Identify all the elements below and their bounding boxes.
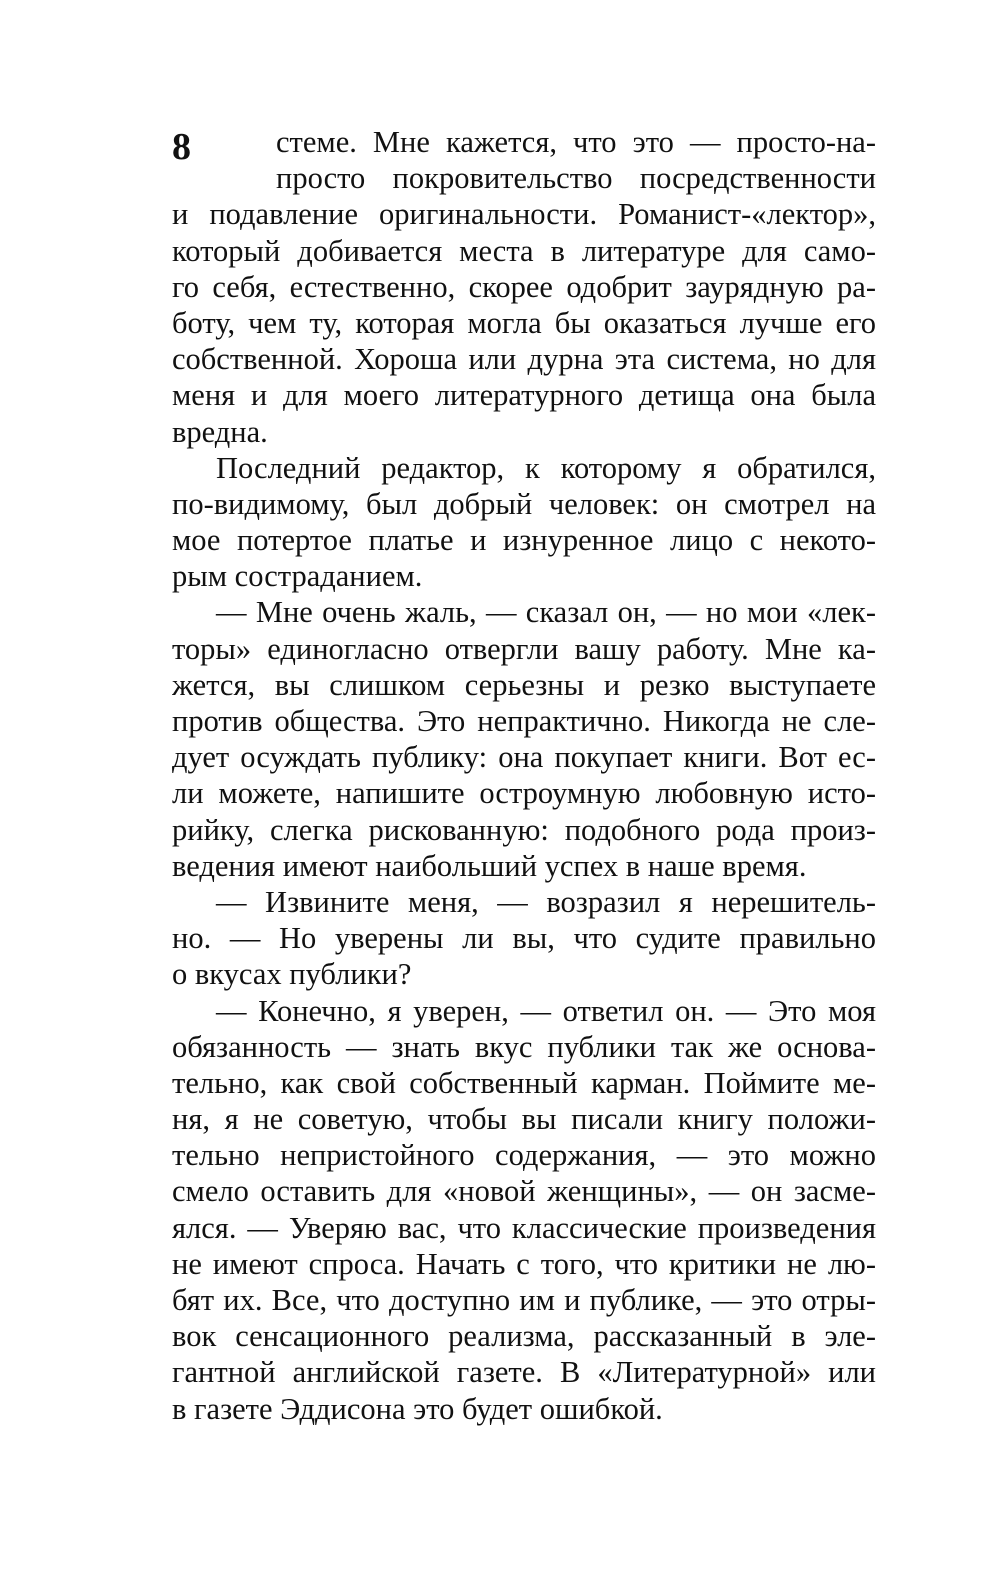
- text-line: против общества. Это непрактично. Никогда не сле-: [172, 704, 876, 738]
- text-line: тельно непристойного содержания, — это можно: [172, 1138, 876, 1173]
- text-line: ня, я не советую, чтобы вы писали книгу положи-: [172, 1102, 876, 1137]
- text-line: в газете Эддисона это будет ошибкой.: [172, 1391, 663, 1426]
- text-line: ли можете, напишите остроумную любовную исто-: [172, 776, 876, 811]
- text-line: но. — Но уверены ли вы, что судите правильно: [172, 921, 876, 956]
- text-line: жется, вы слишком серьезны и резко выступаете: [172, 667, 876, 702]
- text-line: по-видимому, был добрый человек: он смотрел на: [172, 486, 876, 521]
- text-line: и подавление оригинальности. Романист-«лектор»,: [172, 197, 876, 232]
- text-line: Последний редактор, к которому я обратился,: [216, 450, 876, 485]
- text-line: вредна.: [172, 414, 268, 449]
- text-line: обязанность — знать вкус публики так же основа-: [172, 1029, 876, 1064]
- text-line: мое потертое платье и изнуренное лицо с некото-: [172, 523, 876, 558]
- text-line: о вкусах публики?: [172, 957, 412, 992]
- body-text: [172, 124, 876, 1427]
- text-line: го себя, естественно, скорее одобрит заурядную ра-: [172, 269, 876, 304]
- text-line: гантной английской газете. В «Литературной» или: [172, 1355, 876, 1390]
- text-line: не имеют спроса. Начать с того, что критики не лю-: [172, 1246, 876, 1281]
- text-line: который добивается места в литературе для само-: [172, 233, 876, 268]
- text-line: — Конечно, я уверен, — ответил он. — Это моя: [216, 993, 876, 1028]
- text-line: тельно, как свой собственный карман. Поймите ме-: [172, 1065, 876, 1100]
- text-line: рым состраданием.: [172, 559, 423, 594]
- page-number: 8: [172, 126, 191, 168]
- text-line: меня и для моего литературного детища она была: [172, 378, 876, 413]
- text-line: ведения имеют наибольший успех в наше время.: [172, 848, 807, 883]
- text-line: собственной. Хороша или дурна эта система, но для: [172, 342, 876, 377]
- text-line: боту, чем ту, которая могла бы оказаться лучше его: [172, 305, 876, 340]
- text-line: стеме. Мне кажется, что это — просто-на-: [276, 125, 876, 159]
- text-line: рийку, слегка рискованную: подобного рода произ-: [172, 812, 876, 847]
- text-line: бят их. Все, что доступно им и публике, — это отры-: [172, 1283, 876, 1317]
- text-line: — Извините меня, — возразил я нерешитель-: [216, 884, 876, 919]
- text-line: вок сенсационного реализма, рассказанный в эле-: [172, 1319, 876, 1354]
- text-line: торы» единогласно отвергли вашу работу. Мне ка-: [172, 631, 876, 666]
- text-line: дует осуждать публику: она покупает книги. Вот ес-: [172, 740, 876, 775]
- text-line: ялся. — Уверяю вас, что классические произведения: [172, 1210, 876, 1245]
- text-line: смело оставить для «новой женщины», — он засме-: [172, 1174, 876, 1209]
- text-line: — Мне очень жаль, — сказал он, — но мои «лек-: [216, 595, 876, 630]
- text-line: просто покровительство посредственности: [276, 161, 876, 196]
